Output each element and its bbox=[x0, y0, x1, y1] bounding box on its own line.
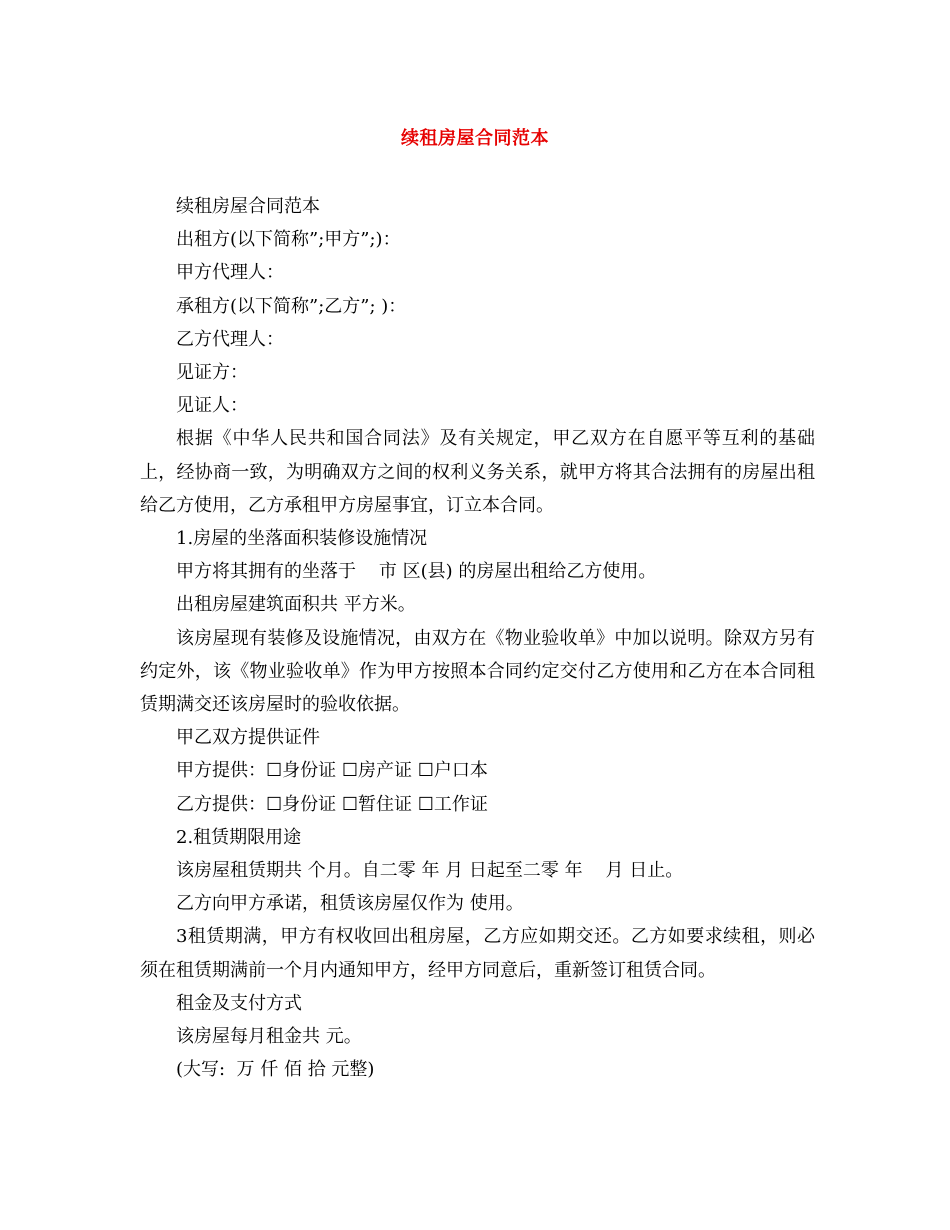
document-body bbox=[140, 190, 815, 1086]
paragraph: 见证方： bbox=[176, 362, 248, 384]
checkbox-line: 乙方提供：☐身份证 ☐暂住证 ☐工作证 bbox=[176, 793, 488, 815]
paragraph: 根据《中华人民共和国合同法》及有关规定，甲乙双方在自愿平等互利的基础上，经协商一致，为明确双方之间的权利义务关系，就甲方将其合法拥有的房屋出租给乙方使用，乙方承租甲方房屋事宜，订立本合同。 bbox=[140, 428, 815, 516]
section-heading: 甲乙双方提供证件 bbox=[176, 727, 320, 749]
paragraph: 3租赁期满，甲方有权收回出租房屋，乙方应如期交还。乙方如要求续租，则必须在租赁期满前一个月内通知甲方，经甲方同意后，重新签订租赁合同。 bbox=[140, 926, 815, 981]
document-title: 续租房屋合同范本 bbox=[401, 128, 549, 149]
paragraph: 出租方(以下简称”;甲方”;)： bbox=[176, 229, 401, 251]
paragraph: 甲方代理人： bbox=[176, 262, 284, 284]
paragraph: 该房屋每月租金共 元。 bbox=[176, 1026, 362, 1048]
paragraph: 甲方将其拥有的坐落于 市 区(县) 的房屋出租给乙方使用。 bbox=[176, 561, 657, 583]
paragraph: 见证人： bbox=[176, 395, 248, 417]
paragraph: 乙方代理人： bbox=[176, 328, 284, 350]
paragraph: (大写: 万 仟 佰 拾 元整) bbox=[176, 1059, 375, 1081]
paragraph: 该房屋租赁期共 个月。自二零 年 月 日起至二零 年 月 日止。 bbox=[176, 860, 684, 882]
paragraph: 乙方向甲方承诺，租赁该房屋仅作为 使用。 bbox=[176, 893, 524, 915]
paragraph: 该房屋现有装修及设施情况，由双方在《物业验收单》中加以说明。除双方另有约定外，该《物业验收单》作为甲方按照本合同约定交付乙方使用和乙方在本合同租赁期满交还该房屋时的验收依据。 bbox=[140, 627, 815, 716]
section-heading: 租金及支付方式 bbox=[176, 992, 302, 1014]
paragraph: 承租方(以下简称”;乙方”; )： bbox=[176, 295, 407, 317]
paragraph: 出租房屋建筑面积共 平方米。 bbox=[176, 594, 416, 616]
paragraph: 续租房屋合同范本 bbox=[176, 196, 320, 217]
checkbox-line: 甲方提供：☐身份证 ☐房产证 ☐户口本 bbox=[176, 760, 488, 782]
section-heading: 2.租赁期限用途 bbox=[176, 826, 302, 848]
section-heading: 1.房屋的坐落面积装修设施情况 bbox=[176, 528, 428, 550]
